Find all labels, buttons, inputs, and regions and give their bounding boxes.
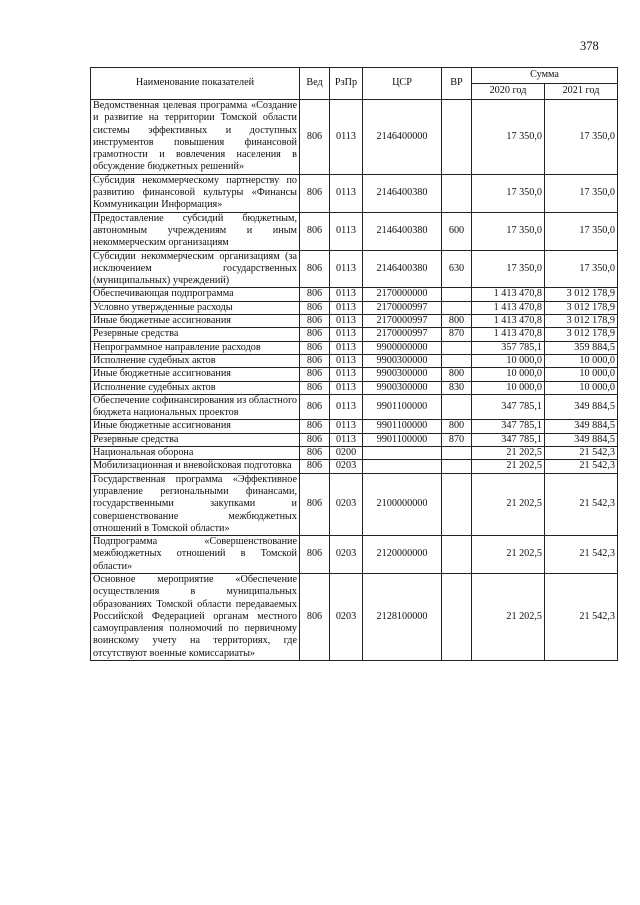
row-rzpr: 0113	[330, 250, 363, 288]
row-name: Мобилизационная и вневойсковая подготовка	[91, 460, 300, 473]
row-rzpr: 0113	[330, 212, 363, 250]
row-amount-2021: 3 012 178,9	[545, 301, 618, 314]
row-name: Основное мероприятие «Обеспечение осуществления в муниципальных образованиях Томской области передаваемых Российской Федерацией органам местного самоуправления полномочий по первичному воинскому учету на территориях, где отсутствуют военные комиссариаты»	[91, 573, 300, 660]
row-vr: 800	[442, 420, 472, 433]
table-header	[91, 68, 618, 100]
row-vr: 630	[442, 250, 472, 288]
row-ved: 806	[300, 433, 330, 446]
row-amount-2021: 3 012 178,9	[545, 328, 618, 341]
row-ved: 806	[300, 394, 330, 420]
row-ved: 806	[300, 473, 330, 535]
row-csr: 2146400380	[363, 174, 442, 212]
row-vr	[442, 354, 472, 367]
row-name: Национальная оборона	[91, 447, 300, 460]
row-amount-2020: 17 350,0	[472, 100, 545, 175]
row-csr: 2100000000	[363, 473, 442, 535]
row-amount-2020: 10 000,0	[472, 381, 545, 394]
row-name: Ведомственная целевая программа «Создание и развитие на территории Томской области системы эффективных и доступных инструментов повышения финансовой грамотности и вовлечения населения в обсуждение бюджетных решений»	[91, 100, 300, 175]
row-amount-2021: 17 350,0	[545, 174, 618, 212]
row-amount-2020: 21 202,5	[472, 447, 545, 460]
row-rzpr: 0113	[330, 288, 363, 301]
row-vr: 870	[442, 328, 472, 341]
row-name: Подпрограмма «Совершенствование межбюджетных отношений в Томской области»	[91, 536, 300, 574]
row-vr	[442, 536, 472, 574]
row-amount-2021: 3 012 178,9	[545, 288, 618, 301]
row-amount-2021: 21 542,3	[545, 447, 618, 460]
row-vr	[442, 447, 472, 460]
header-csr: ЦСР	[363, 68, 442, 100]
row-vr	[442, 341, 472, 354]
row-vr	[442, 394, 472, 420]
row-vr	[442, 460, 472, 473]
row-name: Обеспечивающая подпрограмма	[91, 288, 300, 301]
row-amount-2020: 1 413 470,8	[472, 328, 545, 341]
row-amount-2020: 347 785,1	[472, 394, 545, 420]
row-csr: 9900300000	[363, 354, 442, 367]
table-row	[91, 447, 618, 460]
row-amount-2020: 347 785,1	[472, 433, 545, 446]
row-amount-2020: 347 785,1	[472, 420, 545, 433]
row-vr	[442, 473, 472, 535]
row-csr: 2120000000	[363, 536, 442, 574]
row-vr: 800	[442, 315, 472, 328]
row-vr: 830	[442, 381, 472, 394]
row-rzpr: 0113	[330, 381, 363, 394]
row-ved: 806	[300, 288, 330, 301]
header-rzpr: РзПр	[330, 68, 363, 100]
row-csr: 2146400380	[363, 212, 442, 250]
row-amount-2021: 21 542,3	[545, 573, 618, 660]
table-row	[91, 420, 618, 433]
row-rzpr: 0113	[330, 368, 363, 381]
row-csr	[363, 447, 442, 460]
row-rzpr: 0113	[330, 341, 363, 354]
row-amount-2020: 1 413 470,8	[472, 301, 545, 314]
row-amount-2020: 21 202,5	[472, 536, 545, 574]
row-csr: 9901100000	[363, 433, 442, 446]
row-vr: 800	[442, 368, 472, 381]
row-name: Субсидия некоммерческому партнерству по развитию финансовой культуры «Финансы Коммуникации Информация»	[91, 174, 300, 212]
row-amount-2021: 21 542,3	[545, 460, 618, 473]
row-ved: 806	[300, 381, 330, 394]
row-name: Исполнение судебных актов	[91, 381, 300, 394]
table-row	[91, 573, 618, 660]
row-amount-2021: 21 542,3	[545, 536, 618, 574]
row-csr: 2170000997	[363, 328, 442, 341]
row-amount-2021: 3 012 178,9	[545, 315, 618, 328]
row-ved: 806	[300, 174, 330, 212]
row-amount-2020: 21 202,5	[472, 473, 545, 535]
table-row	[91, 341, 618, 354]
row-name: Непрограммное направление расходов	[91, 341, 300, 354]
row-amount-2020: 17 350,0	[472, 212, 545, 250]
row-ved: 806	[300, 447, 330, 460]
table-row	[91, 250, 618, 288]
row-name: Иные бюджетные ассигнования	[91, 420, 300, 433]
row-amount-2021: 17 350,0	[545, 212, 618, 250]
row-amount-2020: 10 000,0	[472, 368, 545, 381]
row-ved: 806	[300, 100, 330, 175]
table-row	[91, 460, 618, 473]
row-ved: 806	[300, 573, 330, 660]
row-csr: 2128100000	[363, 573, 442, 660]
row-csr: 2146400000	[363, 100, 442, 175]
header-vr: ВР	[442, 68, 472, 100]
row-vr	[442, 573, 472, 660]
row-vr	[442, 174, 472, 212]
row-amount-2020: 357 785,1	[472, 341, 545, 354]
header-sum: Сумма	[472, 68, 618, 84]
budget-table	[90, 67, 618, 661]
row-amount-2021: 17 350,0	[545, 100, 618, 175]
row-amount-2021: 21 542,3	[545, 473, 618, 535]
table-row	[91, 100, 618, 175]
table-row	[91, 315, 618, 328]
row-name: Иные бюджетные ассигнования	[91, 368, 300, 381]
row-name: Субсидии некоммерческим организациям (за исключением государственных (муниципальных) учреждений)	[91, 250, 300, 288]
row-amount-2021: 10 000,0	[545, 368, 618, 381]
row-name: Государственная программа «Эффективное управление региональными финансами, государственными закупками и совершенствование межбюджетных отношений в Томской области»	[91, 473, 300, 535]
row-ved: 806	[300, 536, 330, 574]
header-name: Наименование показателей	[91, 68, 300, 100]
row-rzpr: 0113	[330, 100, 363, 175]
row-rzpr: 0203	[330, 536, 363, 574]
header-2021: 2021 год	[545, 84, 618, 100]
row-amount-2021: 10 000,0	[545, 354, 618, 367]
table-row	[91, 212, 618, 250]
table-row	[91, 288, 618, 301]
row-ved: 806	[300, 368, 330, 381]
page-number: 378	[580, 39, 599, 53]
row-rzpr: 0113	[330, 420, 363, 433]
header-ved: Вед	[300, 68, 330, 100]
table-row	[91, 174, 618, 212]
row-csr: 2170000997	[363, 315, 442, 328]
row-ved: 806	[300, 250, 330, 288]
table-row	[91, 536, 618, 574]
table-row	[91, 433, 618, 446]
row-amount-2021: 349 884,5	[545, 420, 618, 433]
row-csr: 2170000997	[363, 301, 442, 314]
row-rzpr: 0113	[330, 301, 363, 314]
row-ved: 806	[300, 328, 330, 341]
row-rzpr: 0113	[330, 328, 363, 341]
row-amount-2020: 10 000,0	[472, 354, 545, 367]
table-row	[91, 381, 618, 394]
row-ved: 806	[300, 354, 330, 367]
table-row	[91, 368, 618, 381]
row-csr: 9900300000	[363, 381, 442, 394]
row-vr	[442, 100, 472, 175]
row-rzpr: 0203	[330, 473, 363, 535]
row-rzpr: 0113	[330, 315, 363, 328]
table-body	[91, 100, 618, 661]
table-row	[91, 328, 618, 341]
row-amount-2020: 21 202,5	[472, 573, 545, 660]
row-rzpr: 0113	[330, 354, 363, 367]
row-amount-2020: 17 350,0	[472, 174, 545, 212]
row-csr: 2170000000	[363, 288, 442, 301]
row-rzpr: 0200	[330, 447, 363, 460]
row-csr: 9900000000	[363, 341, 442, 354]
row-vr: 600	[442, 212, 472, 250]
row-ved: 806	[300, 460, 330, 473]
row-name: Предоставление субсидий бюджетным, автономным учреждениям и иным некоммерческим организациям	[91, 212, 300, 250]
table-row	[91, 354, 618, 367]
row-name: Резервные средства	[91, 433, 300, 446]
table-row	[91, 301, 618, 314]
row-csr: 9900300000	[363, 368, 442, 381]
row-vr: 870	[442, 433, 472, 446]
row-csr: 9901100000	[363, 394, 442, 420]
row-vr	[442, 288, 472, 301]
row-amount-2021: 17 350,0	[545, 250, 618, 288]
row-amount-2021: 349 884,5	[545, 433, 618, 446]
row-amount-2020: 1 413 470,8	[472, 288, 545, 301]
row-name: Условно утвержденные расходы	[91, 301, 300, 314]
row-ved: 806	[300, 341, 330, 354]
row-ved: 806	[300, 212, 330, 250]
row-rzpr: 0203	[330, 573, 363, 660]
row-csr: 2146400380	[363, 250, 442, 288]
row-amount-2021: 10 000,0	[545, 381, 618, 394]
row-name: Резервные средства	[91, 328, 300, 341]
row-ved: 806	[300, 420, 330, 433]
row-amount-2020: 21 202,5	[472, 460, 545, 473]
table-row	[91, 394, 618, 420]
row-name: Обеспечение софинансирования из областного бюджета национальных проектов	[91, 394, 300, 420]
row-name: Иные бюджетные ассигнования	[91, 315, 300, 328]
row-csr	[363, 460, 442, 473]
row-rzpr: 0113	[330, 394, 363, 420]
row-rzpr: 0113	[330, 433, 363, 446]
row-amount-2020: 1 413 470,8	[472, 315, 545, 328]
row-csr: 9901100000	[363, 420, 442, 433]
header-2020: 2020 год	[472, 84, 545, 100]
row-rzpr: 0203	[330, 460, 363, 473]
row-ved: 806	[300, 301, 330, 314]
table-row	[91, 473, 618, 535]
row-name: Исполнение судебных актов	[91, 354, 300, 367]
row-amount-2021: 349 884,5	[545, 394, 618, 420]
row-amount-2021: 359 884,5	[545, 341, 618, 354]
row-ved: 806	[300, 315, 330, 328]
row-vr	[442, 301, 472, 314]
row-rzpr: 0113	[330, 174, 363, 212]
row-amount-2020: 17 350,0	[472, 250, 545, 288]
